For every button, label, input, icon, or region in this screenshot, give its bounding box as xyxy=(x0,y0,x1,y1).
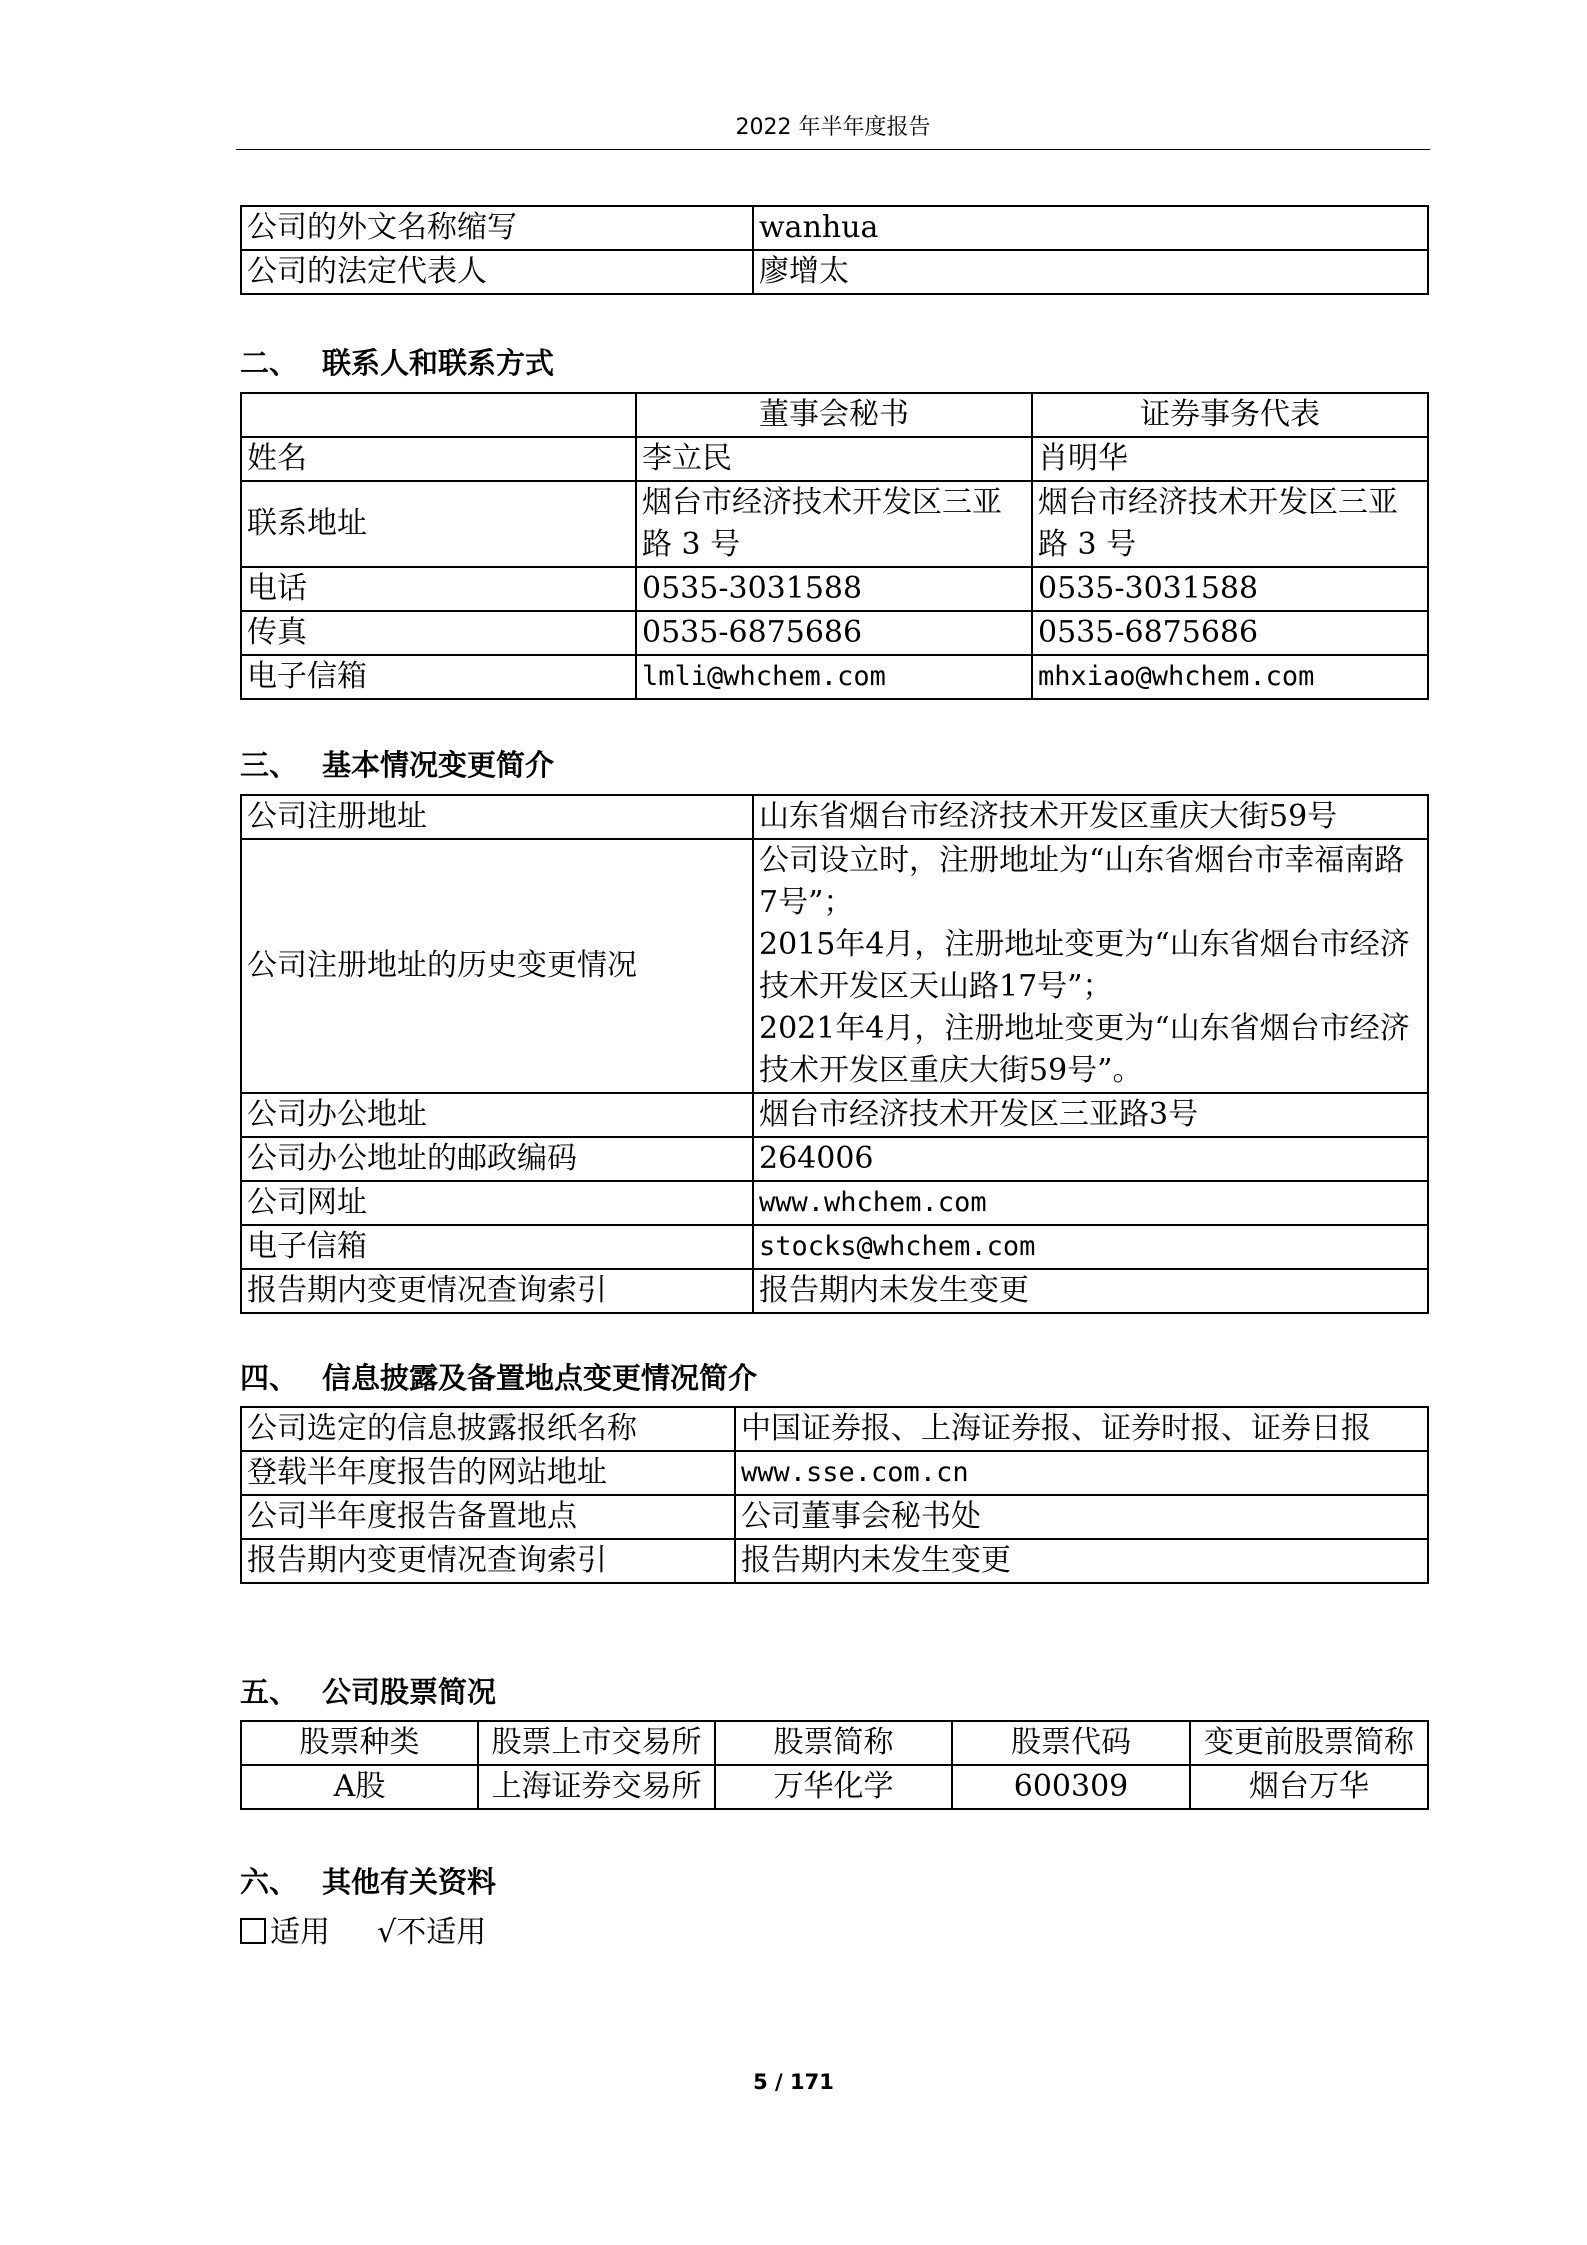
section-title: 联系人和联系方式 xyxy=(322,346,555,380)
section-title: 其他有关资料 xyxy=(322,1865,497,1899)
table-header-cell: 股票上市交易所 xyxy=(478,1721,715,1765)
table-row xyxy=(241,1407,1428,1451)
table-cell-label: 电子信箱 xyxy=(241,1225,753,1269)
table-cell-value: 264006 xyxy=(753,1137,1428,1181)
stock-table xyxy=(240,1720,1429,1810)
table-cell-value: 烟台市经济技术开发区三亚路 3 号 xyxy=(636,481,1032,567)
table-cell-label: 公司办公地址 xyxy=(241,1093,753,1137)
table-cell-label: 公司选定的信息披露报纸名称 xyxy=(241,1407,735,1451)
applicable-label: 适用 xyxy=(270,1915,330,1950)
table-cell-value: 烟台市经济技术开发区三亚路3号 xyxy=(753,1093,1428,1137)
disclosure-section xyxy=(240,1406,1427,1584)
table-cell-label: 姓名 xyxy=(241,437,636,481)
contacts-table xyxy=(240,392,1429,700)
section-number: 二、 xyxy=(240,346,299,380)
table-row xyxy=(241,1539,1428,1583)
basic-info-table xyxy=(240,794,1429,1314)
section-heading-other xyxy=(240,1862,496,1902)
section-title: 公司股票简况 xyxy=(322,1675,497,1709)
table-header-cell: 股票代码 xyxy=(952,1721,1190,1765)
table-row xyxy=(241,1137,1428,1181)
table-row xyxy=(241,206,1428,250)
table-row xyxy=(241,839,1428,1093)
table-cell-label: 公司的法定代表人 xyxy=(241,250,753,294)
section-number: 五、 xyxy=(240,1675,299,1709)
table-cell-value: 上海证券交易所 xyxy=(478,1765,715,1809)
table-cell-value: mhxiao@whchem.com xyxy=(1032,655,1428,699)
table-cell-label: 传真 xyxy=(241,611,636,655)
table-cell-value: 600309 xyxy=(952,1765,1190,1809)
history-line: 公司设立时，注册地址为“山东省烟台市幸福南路7号”； xyxy=(759,843,1405,920)
table-cell-label: 公司注册地址的历史变更情况 xyxy=(241,839,753,1093)
company-info-section xyxy=(240,205,1427,295)
table-cell-value: 0535-6875686 xyxy=(636,611,1032,655)
table-cell-value: 万华化学 xyxy=(715,1765,952,1809)
applicability-options xyxy=(240,1912,486,1954)
table-cell-value: 廖增太 xyxy=(753,250,1428,294)
table-row xyxy=(241,1451,1428,1495)
table-row xyxy=(241,250,1428,294)
basic-info-section xyxy=(240,794,1427,1314)
table-cell-value: 0535-3031588 xyxy=(1032,567,1428,611)
table-cell-value xyxy=(753,839,1428,1093)
table-row xyxy=(241,1765,1428,1809)
section-heading-disclosure xyxy=(240,1358,757,1398)
table-cell-value: 李立民 xyxy=(636,437,1032,481)
table-row xyxy=(241,1181,1428,1225)
table-row xyxy=(241,1495,1428,1539)
section-heading-contacts xyxy=(240,343,554,383)
table-header-row xyxy=(241,393,1428,437)
section-number: 六、 xyxy=(240,1865,299,1899)
table-cell-value: stocks@whchem.com xyxy=(753,1225,1428,1269)
page-number: 5 / 171 xyxy=(753,2070,834,2094)
table-header-cell xyxy=(241,393,636,437)
company-info-table xyxy=(240,205,1429,295)
table-header-cell: 股票简称 xyxy=(715,1721,952,1765)
table-cell-value: 公司董事会秘书处 xyxy=(735,1495,1428,1539)
history-line: 2015年4月，注册地址变更为“山东省烟台市经济技术开发区天山路17号”； xyxy=(759,927,1410,1004)
table-cell-label: 报告期内变更情况查询索引 xyxy=(241,1269,753,1313)
table-row xyxy=(241,481,1428,567)
check-mark-icon: √ xyxy=(377,1915,397,1950)
table-cell-value: 0535-3031588 xyxy=(636,567,1032,611)
table-row xyxy=(241,795,1428,839)
section-number: 四、 xyxy=(240,1361,299,1395)
table-cell-value: 山东省烟台市经济技术开发区重庆大街59号 xyxy=(753,795,1428,839)
table-cell-label: 公司注册地址 xyxy=(241,795,753,839)
history-line: 2021年4月，注册地址变更为“山东省烟台市经济技术开发区重庆大街59号”。 xyxy=(759,1011,1410,1088)
table-header-cell: 股票种类 xyxy=(241,1721,478,1765)
table-row xyxy=(241,611,1428,655)
table-row xyxy=(241,1225,1428,1269)
table-cell-value: 肖明华 xyxy=(1032,437,1428,481)
table-cell-value: A股 xyxy=(241,1765,478,1809)
table-cell-value: 0535-6875686 xyxy=(1032,611,1428,655)
table-cell-value: lmli@whchem.com xyxy=(636,655,1032,699)
table-cell-label: 电子信箱 xyxy=(241,655,636,699)
table-cell-label: 报告期内变更情况查询索引 xyxy=(241,1539,735,1583)
disclosure-table xyxy=(240,1406,1429,1584)
table-row xyxy=(241,437,1428,481)
table-cell-label: 公司半年度报告备置地点 xyxy=(241,1495,735,1539)
table-cell-value: 烟台市经济技术开发区三亚路 3 号 xyxy=(1032,481,1428,567)
checkbox-icon xyxy=(240,1918,266,1944)
table-cell-label: 联系地址 xyxy=(241,481,636,567)
table-cell-label: 公司网址 xyxy=(241,1181,753,1225)
not-applicable-label: 不适用 xyxy=(396,1915,487,1950)
table-cell-label: 公司办公地址的邮政编码 xyxy=(241,1137,753,1181)
table-cell-value: 报告期内未发生变更 xyxy=(753,1269,1428,1313)
table-cell-value: 中国证券报、上海证券报、证券时报、证券日报 xyxy=(735,1407,1428,1451)
table-cell-value: www.sse.com.cn xyxy=(735,1451,1428,1495)
table-header-cell: 证券事务代表 xyxy=(1032,393,1428,437)
table-cell-value: wanhua xyxy=(753,206,1428,250)
table-cell-label: 电话 xyxy=(241,567,636,611)
contacts-section xyxy=(240,392,1427,700)
table-header-cell: 董事会秘书 xyxy=(636,393,1032,437)
table-header-row xyxy=(241,1721,1428,1765)
table-header-cell: 变更前股票简称 xyxy=(1190,1721,1428,1765)
table-row xyxy=(241,1269,1428,1313)
section-title: 信息披露及备置地点变更情况简介 xyxy=(322,1361,758,1395)
page-header xyxy=(236,110,1430,150)
table-row xyxy=(241,655,1428,699)
table-cell-value: 报告期内未发生变更 xyxy=(735,1539,1428,1583)
table-row xyxy=(241,567,1428,611)
section-number: 三、 xyxy=(240,748,299,782)
section-heading-stock xyxy=(240,1672,496,1712)
table-row xyxy=(241,1093,1428,1137)
table-cell-label: 公司的外文名称缩写 xyxy=(241,206,753,250)
stock-section xyxy=(240,1720,1427,1810)
table-cell-value: 烟台万华 xyxy=(1190,1765,1428,1809)
section-heading-basic-info xyxy=(240,745,554,785)
section-title: 基本情况变更简介 xyxy=(322,748,555,782)
report-title: 2022 年半年度报告 xyxy=(735,115,931,140)
table-cell-value: www.whchem.com xyxy=(753,1181,1428,1225)
table-cell-label: 登载半年度报告的网站地址 xyxy=(241,1451,735,1495)
